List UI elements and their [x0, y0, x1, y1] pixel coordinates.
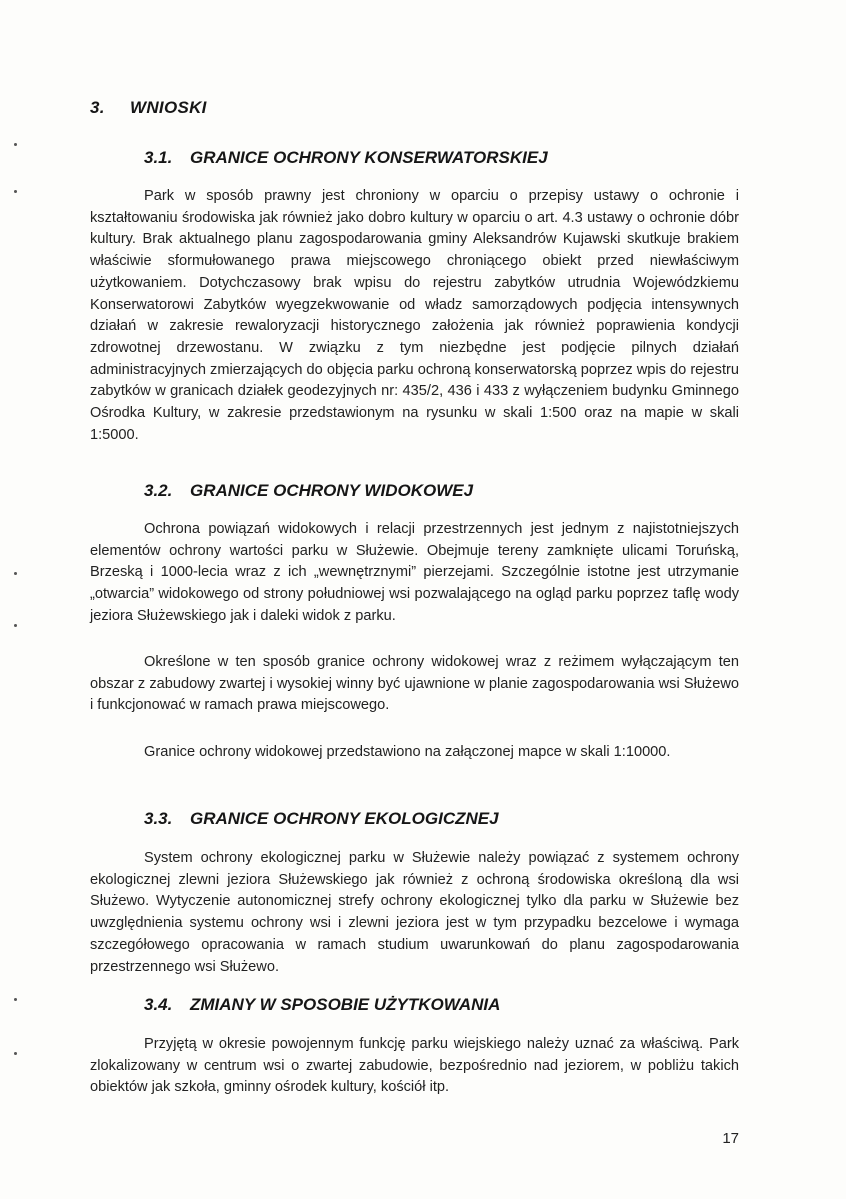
- paragraph: Park w sposób prawny jest chroniony w oparciu o przepisy ustawy o ochronie i kształtowaniu środowiska jak również jako dobro kultury w oparciu o art. 4.3 ustawy o ochronie dóbr kultury. Brak aktualnego planu zagospodarowania gminy Aleksandrów Kujawski skutkuje brakiem właściwie sformułowanego prawa miejscowego chroniącego obiekt przed niewłaściwym użytkowaniem. Dotychczasowy brak wpisu do rejestru zabytków utrudnia Wojewódzkiemu Konserwatorowi Zabytków wyegzekwowanie od władz samorządowych podjęcia intensywnych działań w zakresie rewaloryzacji historycznego założenia jak również poprawienia kondycji zdrowotnej drzewostanu. W związku z tym niezbędne jest podjęcie pilnych działań administracyjnych zmierzających do objęcia parku ochroną konserwatorską poprzez wpis do rejestru zabytków w granicach działek geodezyjnych nr: 435/2, 436 i 433 z wyłączeniem budynku Gminnego Ośrodka Kultury, w zakresie przedstawionym na rysunku w skali 1:500 oraz na mapie w skali 1:5000.: [90, 188, 739, 443]
- paragraph: Ochrona powiązań widokowych i relacji przestrzennych jest jednym z najistotniejszych elementów ochrony wartości parku w Służewie. Obejmuje tereny zamknięte ulicami Toruńską, Brzeską i 1000-lecia wraz z ich „wewnętrznymi” pierzejami. Szczególnie istotne jest utrzymanie „otwarcia” widokowego od strony południowej wsi pozwalającego na ogląd parku poprzez taflę wody jeziora Służewskiego jak i daleki widok z parku.: [90, 521, 739, 624]
- paragraph: Granice ochrony widokowej przedstawiono na załączonej mapce w skali 1:10000.: [144, 744, 671, 760]
- section-heading-3-3: [144, 809, 499, 829]
- section-number: 3.2.: [144, 481, 173, 500]
- scan-mark: [14, 190, 17, 193]
- paragraph: Określone w ten sposób granice ochrony widokowej wraz z reżimem wyłączającym ten obszar z zabudowy zwartej i wysokiej winny być ujawnione w planie zagospodarowania wsi Służewo i funkcjonować w ramach prawa miejscowego.: [90, 654, 739, 714]
- section-title: GRANICE OCHRONY WIDOKOWEJ: [190, 481, 474, 500]
- page-number: 17: [722, 1130, 739, 1147]
- scan-mark: [14, 624, 17, 627]
- scan-mark: [14, 572, 17, 575]
- scan-mark: [14, 143, 17, 146]
- paragraph: Przyjętą w okresie powojennym funkcję parku wiejskiego należy uznać za właściwą. Park zlokalizowany w centrum wsi o zwartej zabudowie, bezpośrednio nad jeziorem, w pobliżu takich obiektów jak szkoła, gminny ośrodek kultury, kościół itp.: [90, 1036, 739, 1096]
- paragraph: System ochrony ekologicznej parku w Służewie należy powiązać z systemem ochrony ekologicznej zlewni jeziora Służewskiego jak również z ochroną środowiska określoną dla wsi Służewo. Wytyczenie autonomicznej strefy ochrony ekologicznej tylko dla parku w Służewie bez uwzględnienia systemu ochrony wsi i zlewni jeziora jest w tym przypadku bezcelowe i wymaga szczegółowego opracowania w ramach studium uwarunkowań do planu zagospodarowania przestrzennego wsi Służewo.: [90, 850, 739, 975]
- chapter-number: 3.: [90, 98, 105, 117]
- section-heading-3-1: [144, 148, 548, 168]
- section-number: 3.4.: [144, 995, 173, 1014]
- chapter-title: WNIOSKI: [130, 98, 207, 117]
- section-title: ZMIANY W SPOSOBIE UŻYTKOWANIA: [190, 995, 501, 1014]
- section-number: 3.3.: [144, 809, 173, 828]
- scan-mark: [14, 998, 17, 1001]
- chapter-heading: [90, 98, 207, 118]
- section-heading-3-4: [144, 995, 500, 1015]
- scan-mark: [14, 1052, 17, 1055]
- section-title: GRANICE OCHRONY KONSERWATORSKIEJ: [190, 148, 548, 167]
- section-title: GRANICE OCHRONY EKOLOGICZNEJ: [190, 809, 499, 828]
- section-number: 3.1.: [144, 148, 173, 167]
- section-heading-3-2: [144, 481, 473, 501]
